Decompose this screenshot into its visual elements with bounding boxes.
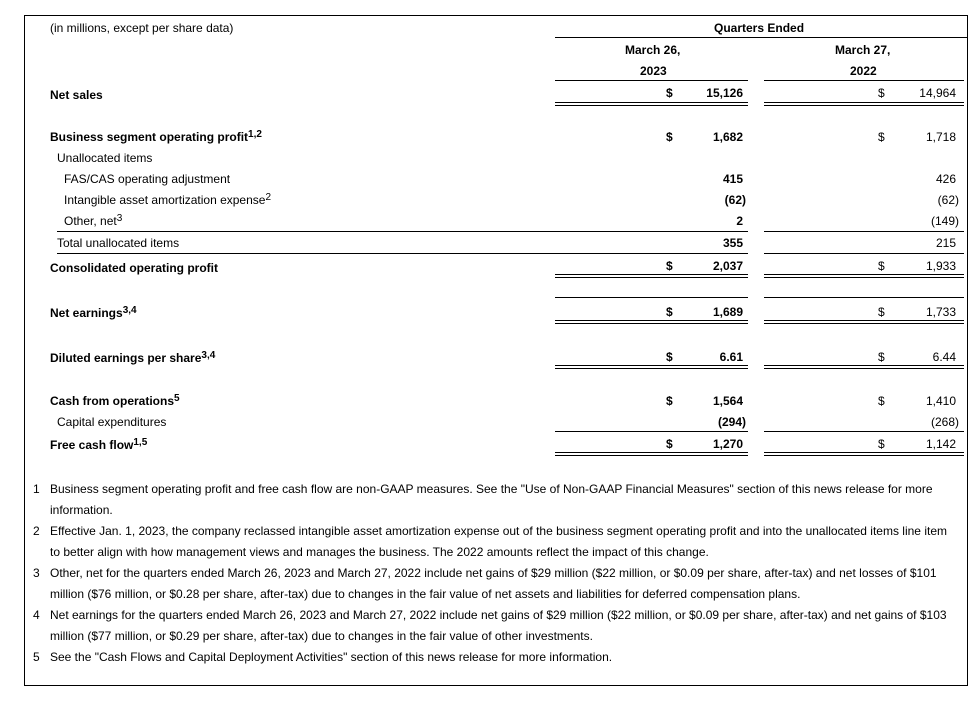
diluted-eps-c2-value: 6.44 xyxy=(932,350,956,364)
footnote-1-number: 1 xyxy=(33,482,40,496)
consolidated-label: Consolidated operating profit xyxy=(50,261,218,275)
bsop-footnote-ref: 1,2 xyxy=(248,129,262,140)
net-sales-label: Net sales xyxy=(50,88,103,102)
footnote-1-line-2: information. xyxy=(50,503,113,517)
net-sales-c2-currency: $ xyxy=(878,86,885,100)
period-header: Quarters Ended xyxy=(714,21,805,35)
footnote-4-text xyxy=(50,605,955,647)
fcf-c2-rule-b xyxy=(764,455,964,456)
footnote-3-line-1: Other, net for the quarters ended March 26, 2023 and March 27, 2022 include net gains of $29 million ($22 million, or $0.09 per share, after-tax) and net losses of $101 xyxy=(50,566,937,580)
diluted-eps-c2-rule-a xyxy=(764,365,964,366)
footnote-3-number: 3 xyxy=(33,566,40,580)
net-earnings-label xyxy=(50,306,137,320)
fcf-c1-rule-b xyxy=(555,455,748,456)
intangible-footnote-ref: 2 xyxy=(265,192,272,203)
diluted-eps-c1-value: 6.61 xyxy=(719,350,743,364)
diluted-eps-label xyxy=(50,351,215,365)
net-earnings-label-text: Net earnings xyxy=(50,306,123,320)
net-earnings-c2-rule-a xyxy=(764,320,964,321)
consolidated-c1-rule-b xyxy=(555,277,748,278)
consolidated-c2-currency: $ xyxy=(878,259,885,273)
fcf-c1-rule-a xyxy=(555,452,748,453)
net-earnings-c1-currency: $ xyxy=(666,305,673,319)
col1-date: March 26, xyxy=(625,43,681,57)
fas-cas-label: FAS/CAS operating adjustment xyxy=(64,172,231,186)
consolidated-c1-rule-a xyxy=(555,274,748,275)
cash-ops-label xyxy=(50,394,180,408)
col2-year: 2022 xyxy=(850,64,877,78)
footnote-2-line-2: to better align with how management views and manages the business. The 2022 amounts reflect the impact of this change. xyxy=(50,545,709,559)
footnote-2-line-1: Effective Jan. 1, 2023, the company reclassed intangible asset amortization expense out of the business segment operating profit and into the unallocated items line item xyxy=(50,524,947,538)
diluted-eps-c2-currency: $ xyxy=(878,350,885,364)
net-earnings-top-rule-c1 xyxy=(555,297,748,298)
net-earnings-c1-rule-b xyxy=(555,323,748,324)
consolidated-c2-value: 1,933 xyxy=(925,259,956,273)
bsop-c2-value: 1,718 xyxy=(925,130,956,144)
col2-date: March 27, xyxy=(835,43,891,57)
consolidated-c2-rule-a xyxy=(764,274,964,275)
net-sales-c1-rule-a xyxy=(555,102,748,103)
fcf-label xyxy=(50,438,147,452)
fcf-c2-rule-a xyxy=(764,452,964,453)
cash-ops-label-text: Cash from operations xyxy=(50,394,175,408)
net-sales-c1-rule-b xyxy=(555,105,748,106)
header-rule xyxy=(555,37,968,38)
total-unallocated-c1-value: 355 xyxy=(722,236,743,250)
fcf-c1-currency: $ xyxy=(666,437,673,451)
consolidated-top-rule-c1 xyxy=(57,253,748,254)
consolidated-top-rule-c2 xyxy=(764,253,964,254)
net-earnings-c2-rule-b xyxy=(764,323,964,324)
intangible-label-text: Intangible asset amortization expense xyxy=(64,193,266,207)
fas-cas-c1-value: 415 xyxy=(722,172,743,186)
footnote-2-text xyxy=(50,521,955,563)
diluted-eps-c1-rule-a xyxy=(555,365,748,366)
net-sales-c2-value: 14,964 xyxy=(919,86,956,100)
consolidated-c1-value: 2,037 xyxy=(712,259,743,273)
footnote-4-line-2: million ($77 million, or $0.29 per share, after-tax) due to changes in the fair value of other investments. xyxy=(50,629,593,643)
diluted-eps-label-text: Diluted earnings per share xyxy=(50,351,202,365)
bsop-label xyxy=(50,130,262,144)
other-net-footnote-ref: 3 xyxy=(116,213,123,224)
fcf-c2-value: 1,142 xyxy=(925,437,956,451)
net-earnings-c2-currency: $ xyxy=(878,305,885,319)
footnote-5-number: 5 xyxy=(33,650,40,664)
footnote-4-line-1: Net earnings for the quarters ended March 26, 2023 and March 27, 2022 include net gains of $29 million ($22 million, or $0.09 per share, after-tax) and net gains of $103 xyxy=(50,608,947,622)
col1-header-rule xyxy=(555,80,748,81)
footnote-3-text xyxy=(50,563,955,605)
net-earnings-c1-rule-a xyxy=(555,320,748,321)
cash-ops-c1-value: 1,564 xyxy=(712,394,743,408)
intangible-c2-value: (62) xyxy=(937,193,959,207)
diluted-eps-c1-rule-b xyxy=(555,368,748,369)
fcf-label-text: Free cash flow xyxy=(50,438,134,452)
unallocated-label: Unallocated items xyxy=(57,151,153,165)
bsop-c1-value: 1,682 xyxy=(712,130,743,144)
total-unallocated-c2-value: 215 xyxy=(935,236,956,250)
col1-year: 2023 xyxy=(640,64,667,78)
consolidated-c2-rule-b xyxy=(764,277,964,278)
footnote-2-number: 2 xyxy=(33,524,40,538)
other-net-c1-value: 2 xyxy=(736,214,743,228)
intangible-c1-value: (62) xyxy=(724,193,746,207)
diluted-eps-c1-currency: $ xyxy=(666,350,673,364)
net-earnings-c2-value: 1,733 xyxy=(925,305,956,319)
fcf-top-rule-c1 xyxy=(555,431,748,432)
net-earnings-top-rule-c2 xyxy=(764,297,964,298)
bsop-c1-currency: $ xyxy=(666,130,673,144)
col2-header-rule xyxy=(764,80,964,81)
total-unallocated-label: Total unallocated items xyxy=(57,236,180,250)
net-sales-c1-value: 15,126 xyxy=(706,86,743,100)
fcf-top-rule-c2 xyxy=(764,431,964,432)
net-sales-c1-currency: $ xyxy=(666,86,673,100)
cash-ops-footnote-ref: 5 xyxy=(174,393,180,404)
footnote-5-text xyxy=(50,647,955,668)
diluted-eps-footnote-ref: 3,4 xyxy=(201,350,216,361)
unallocated-subtotal-rule-c2 xyxy=(764,231,964,232)
intangible-label xyxy=(64,193,271,207)
footnote-1-line-1: Business segment operating profit and free cash flow are non-GAAP measures. See the "Use of Non-GAAP Financial Measures" section of this news release for more xyxy=(50,482,933,496)
consolidated-c1-currency: $ xyxy=(666,259,673,273)
footnote-5-line-1: See the "Cash Flows and Capital Deployment Activities" section of this news release for more information. xyxy=(50,650,613,664)
cash-ops-c2-value: 1,410 xyxy=(925,394,956,408)
fas-cas-c2-value: 426 xyxy=(935,172,956,186)
capex-c2-value: (268) xyxy=(930,415,959,429)
fcf-footnote-ref: 1,5 xyxy=(133,437,148,448)
net-sales-c2-rule-b xyxy=(764,105,964,106)
cash-ops-c1-currency: $ xyxy=(666,394,673,408)
footnote-4-number: 4 xyxy=(33,608,40,622)
fcf-c2-currency: $ xyxy=(878,437,885,451)
cash-ops-c2-currency: $ xyxy=(878,394,885,408)
bsop-c2-currency: $ xyxy=(878,130,885,144)
capex-c1-value: (294) xyxy=(717,415,746,429)
bsop-label-text: Business segment operating profit xyxy=(50,130,249,144)
footnote-1-text xyxy=(50,479,955,521)
units-note: (in millions, except per share data) xyxy=(50,21,234,35)
other-net-label-text: Other, net xyxy=(64,214,117,228)
other-net-c2-value: (149) xyxy=(930,214,959,228)
fcf-c1-value: 1,270 xyxy=(712,437,743,451)
diluted-eps-c2-rule-b xyxy=(764,368,964,369)
capex-label: Capital expenditures xyxy=(57,415,167,429)
net-earnings-c1-value: 1,689 xyxy=(712,305,743,319)
net-sales-c2-rule-a xyxy=(764,102,964,103)
unallocated-subtotal-rule-c1 xyxy=(57,231,748,232)
footnote-3-line-2: million ($76 million, or $0.28 per share, after-tax) due to changes in the fair value of net assets and liabilities for deferred compensation plans. xyxy=(50,587,801,601)
other-net-label xyxy=(64,214,122,228)
net-earnings-footnote-ref: 3,4 xyxy=(122,305,137,316)
